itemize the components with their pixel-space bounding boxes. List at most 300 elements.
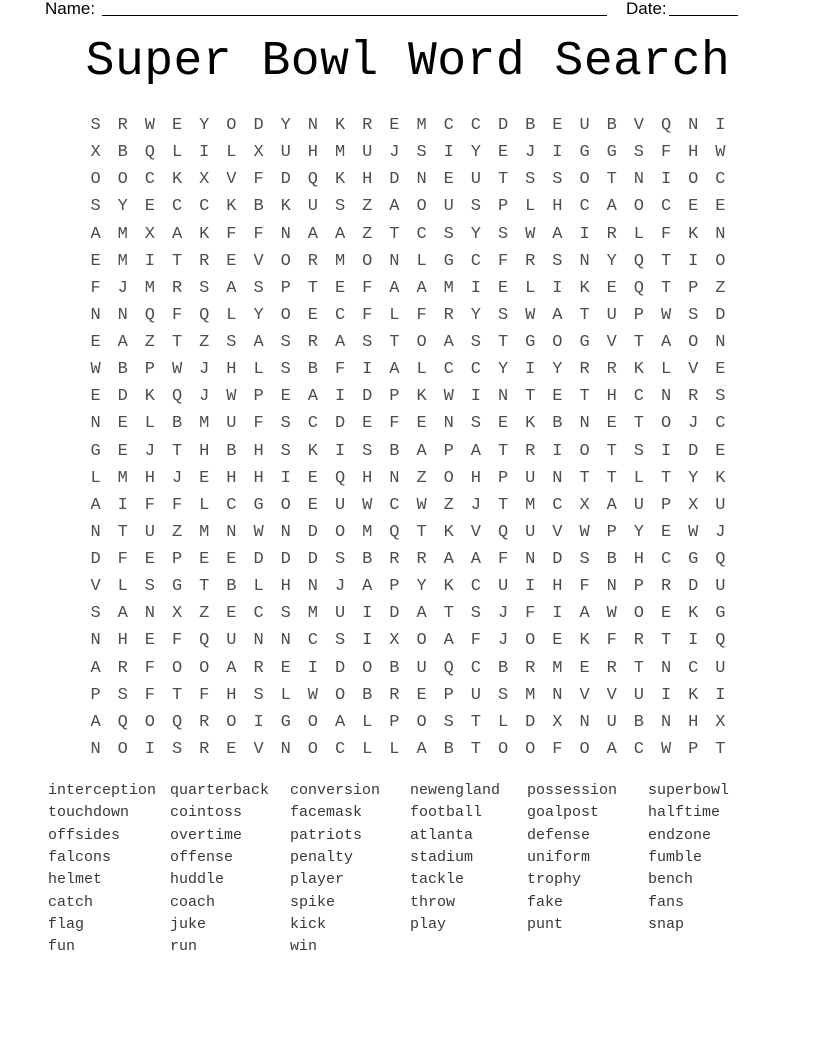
grid-letter: D — [253, 550, 264, 570]
grid-letter: O — [443, 468, 454, 488]
grid-letter: G — [715, 604, 726, 624]
grid-letter: D — [90, 550, 101, 570]
grid-letter: R — [307, 251, 318, 271]
grid-letter: G — [253, 495, 264, 515]
grid-letter: M — [334, 143, 346, 163]
grid-letter: R — [199, 251, 210, 271]
grid-letter: Z — [171, 522, 183, 542]
grid-letter: U — [633, 495, 644, 515]
grid-letter: N — [606, 577, 617, 597]
grid-letter: S — [280, 441, 291, 461]
grid-letter: Y — [253, 305, 264, 325]
grid-letter: K — [688, 224, 699, 244]
grid-letter: E — [660, 522, 672, 542]
grid-letter: E — [226, 604, 237, 624]
grid-letter: T — [497, 333, 509, 353]
grid-letter: E — [307, 305, 318, 325]
grid-letter: E — [362, 414, 373, 434]
grid-letter: F — [90, 278, 101, 298]
grid-letter: E — [90, 333, 101, 353]
grid-letter: W — [525, 305, 536, 325]
grid-letter: C — [470, 658, 481, 678]
grid-letter: T — [606, 441, 617, 461]
grid-letter: W — [171, 360, 183, 380]
grid-letter: N — [525, 550, 536, 570]
grid-letter: T — [307, 278, 318, 298]
grid-letter: S — [280, 414, 291, 434]
grid-letter: F — [470, 631, 481, 651]
grid-letter: O — [416, 197, 427, 217]
grid-letter: N — [443, 414, 454, 434]
grid-letter: W — [443, 387, 454, 407]
grid-letter: Z — [362, 197, 373, 217]
grid-letter: L — [280, 685, 291, 705]
grid-letter: G — [525, 333, 536, 353]
grid-letter: Z — [199, 333, 210, 353]
grid-letter: Y — [552, 360, 563, 380]
grid-letter: B — [443, 739, 454, 759]
grid-letter: X — [579, 495, 590, 515]
grid-letter: P — [253, 387, 264, 407]
grid-letter: M — [525, 495, 536, 515]
grid-letter: K — [334, 116, 346, 136]
grid-letter: F — [171, 631, 183, 651]
grid-letter: M — [144, 278, 155, 298]
grid-letter: N — [280, 224, 291, 244]
grid-letter: D — [362, 387, 373, 407]
grid-letter: W — [416, 495, 427, 515]
grid-letter: N — [715, 333, 726, 353]
grid-letter: M — [334, 251, 346, 271]
word-list-item: falcons — [48, 849, 112, 867]
grid-letter: M — [525, 685, 536, 705]
grid-letter: P — [90, 685, 101, 705]
grid-letter: E — [171, 116, 183, 136]
grid-letter: P — [443, 685, 454, 705]
grid-letter: E — [443, 170, 454, 190]
grid-letter: S — [362, 441, 373, 461]
grid-letter: H — [226, 468, 237, 488]
grid-letter: D — [280, 550, 291, 570]
grid-letter: L — [199, 495, 210, 515]
grid-letter: C — [660, 550, 672, 570]
grid-letter: Z — [362, 224, 373, 244]
grid-letter: I — [443, 143, 454, 163]
grid-letter: R — [416, 550, 427, 570]
grid-letter: F — [171, 305, 183, 325]
grid-letter: O — [688, 170, 699, 190]
word-list-item: conversion — [290, 782, 381, 799]
word-list-item: coach — [170, 893, 216, 911]
grid-letter: L — [117, 577, 128, 597]
grid-letter: K — [579, 278, 590, 298]
grid-letter: J — [470, 495, 481, 515]
grid-letter: S — [497, 685, 509, 705]
grid-letter: I — [715, 685, 726, 705]
grid-letter: T — [660, 251, 672, 271]
grid-letter: A — [334, 224, 346, 244]
grid-letter: O — [715, 251, 726, 271]
grid-letter: N — [90, 305, 101, 325]
grid-letter: S — [171, 739, 183, 759]
word-list-item: trophy — [527, 871, 582, 889]
grid-letter: R — [606, 224, 617, 244]
grid-letter: H — [688, 143, 699, 163]
grid-letter: H — [552, 197, 563, 217]
grid-letter: A — [362, 577, 373, 597]
word-list-item: tackle — [410, 871, 465, 889]
grid-letter: O — [688, 333, 699, 353]
grid-letter: E — [144, 197, 155, 217]
grid-letter: O — [579, 170, 590, 190]
grid-letter: U — [416, 658, 427, 678]
grid-letter: W — [226, 387, 237, 407]
grid-letter: B — [307, 360, 318, 380]
word-list-item: atlanta — [410, 826, 474, 844]
grid-letter: F — [253, 224, 264, 244]
grid-letter: C — [334, 305, 346, 325]
grid-letter: E — [389, 116, 400, 136]
grid-letter: V — [552, 522, 563, 542]
grid-letter: I — [334, 441, 346, 461]
grid-letter: Q — [715, 631, 726, 651]
grid-letter: F — [389, 414, 400, 434]
grid-letter: U — [470, 685, 481, 705]
grid-letter: C — [470, 360, 481, 380]
grid-letter: H — [552, 577, 563, 597]
grid-letter: W — [144, 116, 155, 136]
grid-letter: O — [660, 414, 672, 434]
grid-letter: A — [416, 739, 427, 759]
grid-letter: R — [606, 658, 617, 678]
grid-letter: I — [688, 631, 699, 651]
grid-letter: I — [715, 116, 726, 136]
grid-letter: A — [90, 658, 101, 678]
word-list-item: overtime — [170, 826, 243, 844]
grid-letter: R — [660, 577, 672, 597]
grid-letter: N — [90, 631, 101, 651]
grid-letter: I — [253, 712, 264, 732]
grid-letter: C — [470, 577, 481, 597]
grid-letter: N — [226, 522, 237, 542]
grid-letter: I — [362, 604, 373, 624]
word-list-item: cointoss — [170, 804, 243, 822]
grid-letter: U — [715, 658, 726, 678]
grid-letter: S — [470, 414, 481, 434]
grid-letter: T — [660, 278, 672, 298]
date-fill-line — [669, 1, 738, 16]
grid-letter: N — [389, 468, 400, 488]
page-title: Super Bowl Word Search — [85, 35, 731, 89]
grid-letter: N — [280, 522, 291, 542]
word-list-column — [410, 780, 527, 959]
grid-letter: Q — [171, 712, 183, 732]
grid-letter: E — [497, 278, 509, 298]
grid-letter: F — [226, 224, 237, 244]
grid-letter: N — [117, 305, 128, 325]
grid-letter: E — [90, 387, 101, 407]
grid-letter: P — [280, 278, 291, 298]
grid-letter: P — [633, 305, 644, 325]
grid-letter: O — [525, 631, 536, 651]
grid-letter: O — [90, 170, 101, 190]
grid-letter: F — [660, 143, 672, 163]
grid-letter: Q — [389, 522, 400, 542]
word-list-item: player — [290, 871, 345, 889]
grid-letter: W — [362, 495, 373, 515]
grid-letter: U — [525, 468, 536, 488]
grid-letter: S — [470, 604, 481, 624]
grid-letter: H — [199, 441, 210, 461]
grid-letter: E — [552, 116, 563, 136]
grid-letter: A — [443, 631, 454, 651]
word-list-column — [48, 780, 170, 959]
grid-letter: G — [688, 550, 699, 570]
word-list-item: huddle — [170, 871, 225, 889]
grid-letter: Z — [715, 278, 726, 298]
word-list-item: penalty — [290, 849, 354, 867]
grid-letter: H — [470, 468, 481, 488]
grid-letter: M — [443, 278, 454, 298]
grid-letter: T — [606, 170, 617, 190]
grid-letter: O — [497, 739, 509, 759]
word-list-item: possession — [527, 782, 618, 799]
grid-letter: F — [253, 170, 264, 190]
grid-letter: O — [226, 712, 237, 732]
grid-letter: E — [199, 550, 210, 570]
grid-letter: K — [688, 604, 699, 624]
grid-letter: B — [117, 143, 128, 163]
grid-letter: B — [525, 116, 536, 136]
grid-letter: B — [389, 441, 400, 461]
grid-letter: J — [199, 387, 210, 407]
grid-letter: W — [715, 143, 726, 163]
grid-letter: L — [389, 739, 400, 759]
grid-letter: L — [633, 224, 644, 244]
grid-letter: S — [688, 305, 699, 325]
grid-letter: X — [389, 631, 400, 651]
grid-letter: J — [497, 631, 509, 651]
grid-letter: S — [90, 116, 101, 136]
grid-letter: Y — [470, 224, 481, 244]
word-list-item: bench — [648, 871, 694, 889]
grid-letter: S — [497, 224, 509, 244]
grid-letter: N — [579, 414, 590, 434]
grid-letter: N — [660, 387, 672, 407]
grid-letter: R — [199, 712, 210, 732]
grid-letter: K — [443, 577, 454, 597]
grid-letter: N — [90, 414, 101, 434]
grid-letter: E — [117, 441, 128, 461]
grid-letter: E — [90, 251, 101, 271]
grid-letter: R — [389, 685, 400, 705]
grid-letter: U — [715, 577, 726, 597]
grid-letter: X — [199, 170, 210, 190]
grid-letter: R — [253, 658, 264, 678]
grid-letter: Q — [199, 631, 210, 651]
grid-letter: K — [715, 468, 726, 488]
grid-letter: X — [253, 143, 264, 163]
grid-letter: V — [253, 251, 264, 271]
grid-letter: K — [226, 197, 237, 217]
grid-letter: P — [688, 278, 699, 298]
grid-letter: Y — [199, 116, 210, 136]
grid-letter: B — [552, 414, 563, 434]
grid-letter: J — [144, 441, 155, 461]
grid-letter: F — [416, 305, 427, 325]
grid-letter: T — [660, 468, 672, 488]
grid-letter: V — [470, 522, 481, 542]
grid-letter: W — [660, 305, 672, 325]
grid-letter: E — [226, 739, 237, 759]
grid-letter: Y — [606, 251, 617, 271]
grid-letter: E — [144, 550, 155, 570]
grid-letter: N — [579, 251, 590, 271]
grid-letter: O — [633, 604, 644, 624]
grid-letter: A — [389, 197, 400, 217]
grid-letter: D — [253, 116, 264, 136]
grid-letter: P — [497, 468, 509, 488]
grid-letter: Q — [307, 170, 318, 190]
grid-letter: W — [606, 604, 617, 624]
word-list-column — [290, 780, 410, 959]
grid-letter: O — [334, 522, 346, 542]
word-list-item: run — [170, 938, 198, 956]
grid-letter: N — [90, 739, 101, 759]
grid-letter: O — [416, 631, 427, 651]
grid-letter: W — [688, 522, 699, 542]
date-label: Date: — [626, 0, 667, 18]
grid-letter: R — [633, 631, 644, 651]
grid-letter: I — [334, 387, 346, 407]
grid-letter: F — [362, 278, 373, 298]
word-list-item: snap — [648, 916, 685, 934]
word-list-item: facemask — [290, 804, 363, 822]
grid-letter: E — [280, 387, 291, 407]
grid-letter: N — [715, 224, 726, 244]
grid-letter: X — [144, 224, 155, 244]
grid-letter: E — [144, 631, 155, 651]
grid-letter: V — [606, 333, 617, 353]
grid-letter: D — [389, 170, 400, 190]
grid-letter: M — [117, 224, 128, 244]
grid-letter: M — [307, 604, 318, 624]
grid-letter: I — [552, 278, 563, 298]
grid-letter: I — [117, 495, 128, 515]
grid-letter: R — [199, 739, 210, 759]
grid-letter: H — [688, 712, 699, 732]
grid-letter: P — [660, 495, 672, 515]
grid-letter: R — [525, 658, 536, 678]
grid-letter: T — [497, 441, 509, 461]
grid-letter: T — [171, 441, 183, 461]
grid-letter: N — [552, 685, 563, 705]
grid-letter: P — [389, 387, 400, 407]
grid-letter: D — [552, 550, 563, 570]
grid-letter: I — [307, 658, 318, 678]
grid-letter: T — [416, 522, 427, 542]
grid-letter: A — [226, 278, 237, 298]
grid-letter: H — [606, 387, 617, 407]
grid-letter: H — [362, 170, 373, 190]
grid-letter: J — [715, 522, 726, 542]
grid-letter: I — [470, 278, 481, 298]
grid-letter: K — [416, 387, 427, 407]
grid-letter: Q — [633, 278, 644, 298]
grid-letter: C — [688, 658, 699, 678]
grid-letter: B — [362, 685, 373, 705]
grid-letter: A — [606, 739, 617, 759]
grid-letter: C — [579, 197, 590, 217]
grid-letter: E — [552, 387, 563, 407]
grid-letter: F — [579, 577, 590, 597]
name-label: Name: — [45, 0, 96, 18]
grid-letter: F — [334, 360, 346, 380]
grid-letter: C — [307, 414, 318, 434]
grid-letter: N — [552, 468, 563, 488]
grid-letter: I — [280, 468, 291, 488]
grid-letter: X — [688, 495, 699, 515]
grid-letter: S — [416, 143, 427, 163]
grid-letter: Q — [171, 387, 183, 407]
grid-letter: C — [470, 251, 481, 271]
grid-letter: C — [416, 224, 427, 244]
grid-letter: H — [280, 577, 291, 597]
grid-letter: T — [579, 387, 590, 407]
grid-letter: K — [280, 197, 291, 217]
grid-letter: Y — [416, 577, 427, 597]
grid-letter: F — [362, 305, 373, 325]
grid-letter: E — [416, 685, 427, 705]
grid-letter: H — [226, 685, 237, 705]
grid-letter: N — [633, 170, 644, 190]
grid-letter: Q — [660, 116, 672, 136]
grid-letter: U — [307, 197, 318, 217]
grid-letter: E — [552, 631, 563, 651]
grid-letter: S — [280, 360, 291, 380]
grid-letter: E — [606, 278, 617, 298]
grid-letter: F — [552, 739, 563, 759]
grid-letter: O — [280, 305, 291, 325]
word-list-item: halftime — [648, 804, 721, 822]
grid-letter: U — [606, 305, 617, 325]
grid-letter: C — [633, 739, 644, 759]
grid-letter: U — [280, 143, 291, 163]
grid-letter: A — [90, 712, 101, 732]
grid-letter: V — [253, 739, 264, 759]
grid-letter: L — [525, 197, 536, 217]
grid-letter: U — [144, 522, 155, 542]
grid-letter: D — [307, 550, 318, 570]
grid-letter: S — [253, 278, 264, 298]
grid-letter: V — [688, 360, 699, 380]
word-list-column — [527, 780, 648, 959]
grid-letter: S — [443, 712, 454, 732]
word-list-item: stadium — [410, 849, 474, 867]
grid-letter: S — [470, 197, 481, 217]
grid-letter: R — [606, 360, 617, 380]
word-list-item: quarterback — [170, 782, 270, 799]
grid-letter: S — [144, 577, 155, 597]
grid-letter: N — [389, 251, 400, 271]
grid-letter: I — [525, 577, 536, 597]
grid-letter: I — [660, 441, 672, 461]
grid-letter: K — [443, 522, 454, 542]
grid-letter: B — [171, 414, 183, 434]
grid-letter: X — [90, 143, 101, 163]
grid-letter: A — [307, 224, 318, 244]
grid-letter: M — [199, 414, 210, 434]
